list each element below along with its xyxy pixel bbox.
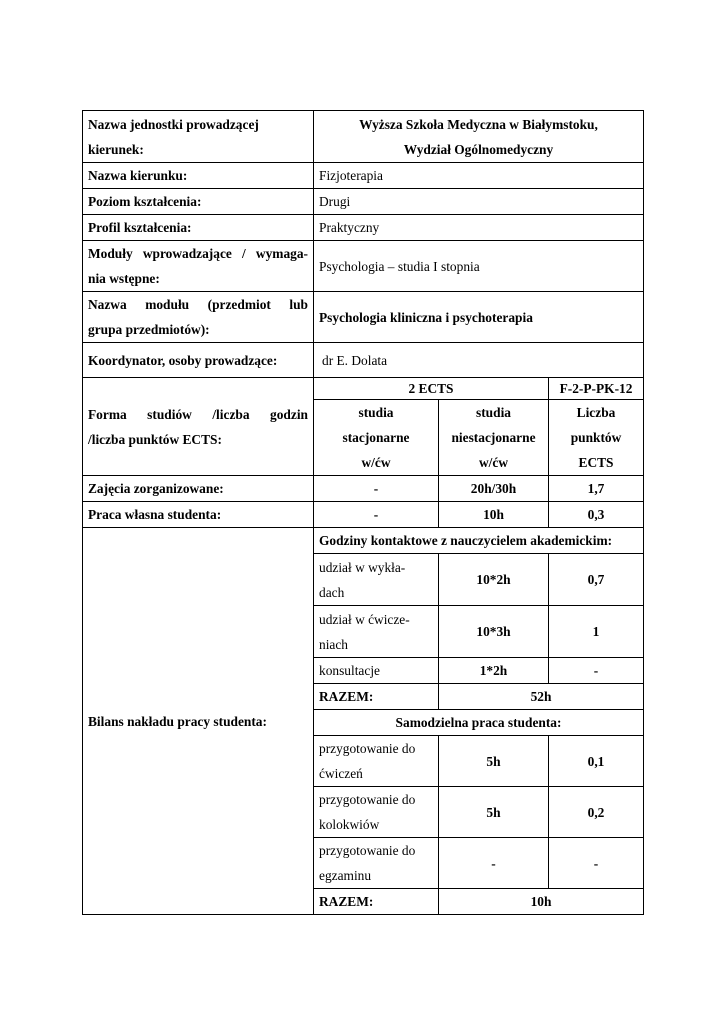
contact-header-row [83, 528, 644, 554]
contact-points: 0,7 [549, 554, 644, 606]
col-points-line1: Liczba [576, 405, 616, 420]
col-stationary-line2: stacjonarne [342, 430, 410, 445]
coordinator-value: dr E. Dolata [314, 343, 644, 378]
prerequisites-row [83, 241, 644, 292]
organized-nonstationary: 20h/30h [439, 476, 549, 502]
self-activity [314, 736, 439, 787]
contact-hours: 10*2h [439, 554, 549, 606]
profile-row [83, 215, 644, 241]
self-total-value: 10h [439, 889, 644, 915]
contact-total-value: 52h [439, 684, 644, 710]
contact-activity-line2: niach [319, 636, 348, 652]
unit-value-line2: Wydział Ogólnomedyczny [403, 141, 554, 157]
profile-label: Profil kształcenia: [83, 215, 314, 241]
self-hours: - [439, 838, 549, 889]
contact-activity [314, 606, 439, 658]
self-total-label: RAZEM: [314, 889, 439, 915]
contact-activity-line1: udział w wykła- [319, 559, 406, 575]
contact-hours: 10*3h [439, 606, 549, 658]
form-label-line1: Forma studiów /liczba godzin [88, 406, 308, 422]
contact-hours: 1*2h [439, 658, 549, 684]
col-points-line3: ECTS [578, 455, 614, 470]
unit-value [314, 111, 644, 163]
level-value: Drugi [314, 189, 644, 215]
module-code: F-2-P-PK-12 [549, 378, 644, 400]
organized-label: Zajęcia zorganizowane: [83, 476, 314, 502]
col-stationary-line1: studia [358, 405, 394, 420]
contact-activity: konsultacje [314, 658, 439, 684]
self-activity-line2: kolokwiów [319, 817, 380, 832]
prerequisites-label-line2: nia wstępne: [88, 271, 160, 286]
self-points: 0,1 [549, 736, 644, 787]
form-label [83, 378, 314, 476]
coordinator-row [83, 343, 644, 378]
own-work-nonstationary: 10h [439, 502, 549, 528]
contact-activity-line1: udział w ćwicze- [319, 611, 410, 627]
self-activity-line2: egzaminu [319, 868, 372, 883]
contact-header: Godziny kontaktowe z nauczycielem akademickim: [314, 528, 644, 554]
unit-row [83, 111, 644, 163]
syllabus-table [82, 110, 644, 915]
own-work-stationary: - [314, 502, 439, 528]
organized-stationary: - [314, 476, 439, 502]
level-label: Poziom kształcenia: [83, 189, 314, 215]
own-work-points: 0,3 [549, 502, 644, 528]
col-stationary-header [314, 400, 439, 476]
self-points: 0,2 [549, 787, 644, 838]
coordinator-label: Koordynator, osoby prowadzące: [83, 343, 314, 378]
field-row [83, 163, 644, 189]
balance-label: Bilans nakładu pracy studenta: [83, 528, 314, 915]
self-activity [314, 838, 439, 889]
prerequisites-label [83, 241, 314, 292]
field-value: Fizjoterapia [314, 163, 644, 189]
contact-total-label: RAZEM: [314, 684, 439, 710]
self-points: - [549, 838, 644, 889]
self-activity-line1: przygotowanie do [319, 741, 416, 756]
col-nonstationary-line3: w/ćw [478, 455, 508, 470]
col-points-line2: punktów [570, 430, 622, 445]
self-activity-line1: przygotowanie do [319, 792, 416, 807]
col-nonstationary-header [439, 400, 549, 476]
module-row [83, 292, 644, 343]
module-label [83, 292, 314, 343]
profile-value: Praktyczny [314, 215, 644, 241]
field-label: Nazwa kierunku: [83, 163, 314, 189]
contact-activity-line2: dach [319, 584, 345, 600]
module-value: Psychologia kliniczna i psychoterapia [314, 292, 644, 343]
self-activity-line2: ćwiczeń [319, 766, 363, 781]
col-points-header [549, 400, 644, 476]
self-header: Samodzielna praca studenta: [314, 710, 644, 736]
contact-points: - [549, 658, 644, 684]
self-hours: 5h [439, 787, 549, 838]
module-label-line2: grupa przedmiotów): [88, 322, 210, 337]
organized-row [83, 476, 644, 502]
ects-total: 2 ECTS [314, 378, 549, 400]
organized-points: 1,7 [549, 476, 644, 502]
own-work-row [83, 502, 644, 528]
contact-points: 1 [549, 606, 644, 658]
module-label-line1: Nazwa modułu (przedmiot lub [88, 297, 308, 312]
own-work-label: Praca własna studenta: [83, 502, 314, 528]
contact-activity [314, 554, 439, 606]
prerequisites-label-line1: Moduły wprowadzające / wymaga- [88, 246, 308, 261]
form-label-line2: /liczba punktów ECTS: [88, 431, 222, 447]
col-stationary-line3: w/ćw [361, 455, 391, 470]
level-row [83, 189, 644, 215]
self-activity-line1: przygotowanie do [319, 843, 416, 858]
col-nonstationary-line1: studia [476, 405, 511, 420]
self-hours: 5h [439, 736, 549, 787]
unit-label: Nazwa jednostki prowadzącej kierunek: [83, 111, 314, 163]
form-ects-row [83, 378, 644, 400]
unit-value-line1: Wyższa Szkoła Medyczna w Białymstoku, [359, 116, 598, 132]
prerequisites-value: Psychologia – studia I stopnia [314, 241, 644, 292]
col-nonstationary-line2: niestacjonarne [451, 430, 536, 445]
self-activity [314, 787, 439, 838]
